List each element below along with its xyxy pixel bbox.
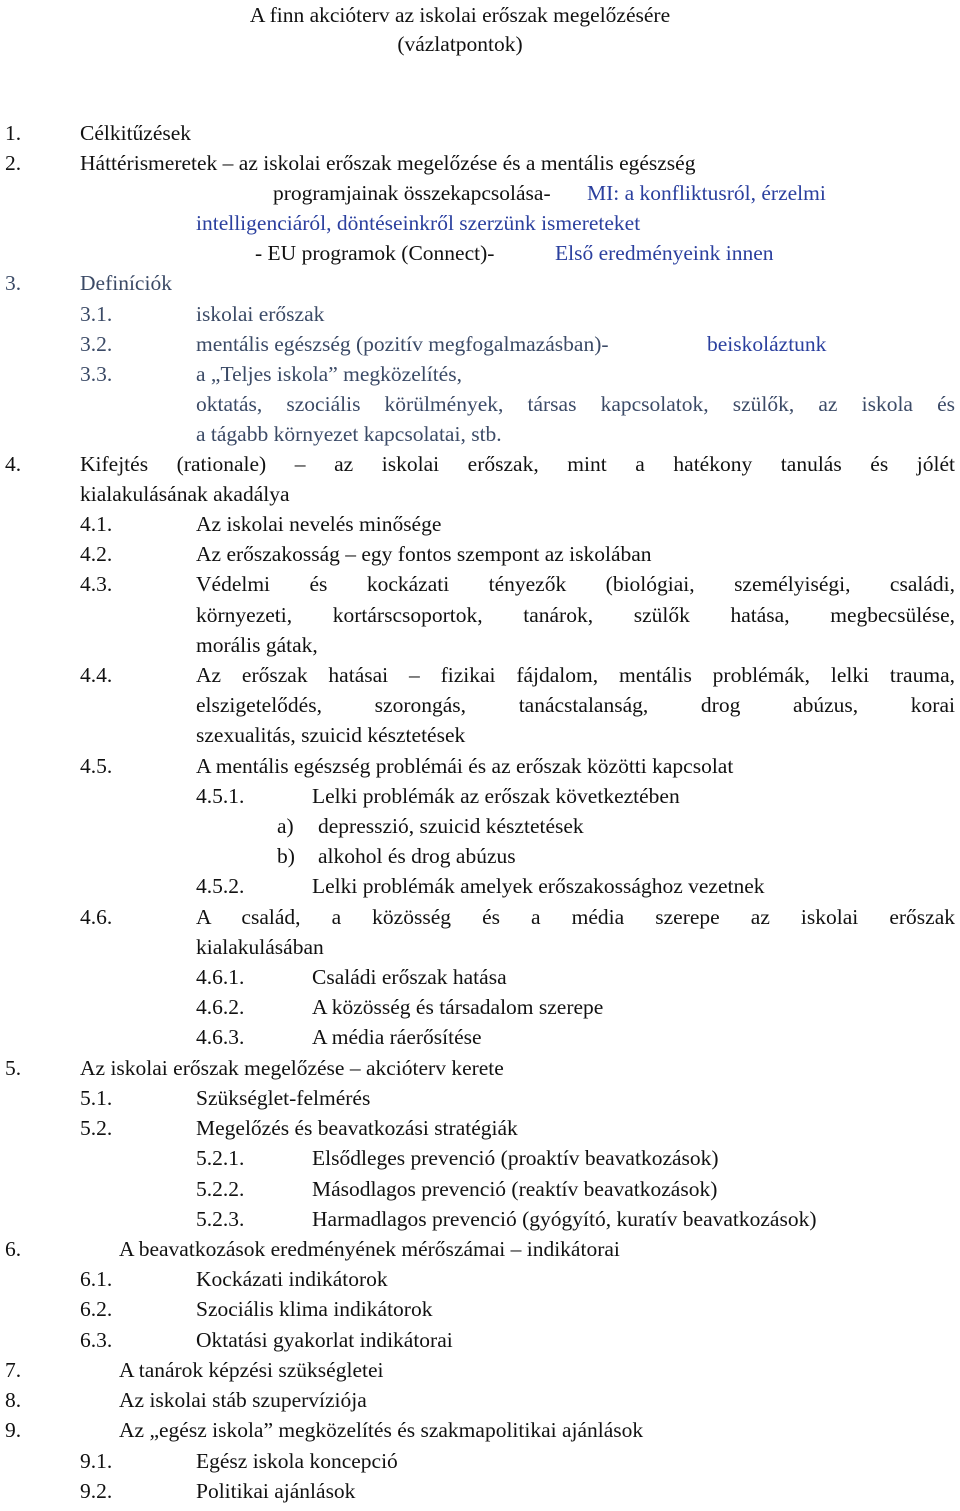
item-text: a tágabb környezet kapcsolatai, stb. xyxy=(196,422,502,446)
item-text: Védelmi és kockázati tényezők (biológiai, személyiségi, családi, xyxy=(196,572,955,596)
item-number: 6. xyxy=(5,1237,22,1261)
item-text: Az iskolai stáb szupervíziója xyxy=(119,1388,367,1412)
item-number: 7. xyxy=(5,1358,22,1382)
item-number: 4.5.1. xyxy=(196,784,245,808)
item-number: 4.6. xyxy=(80,905,113,929)
annotation-text: MI: a konfliktusról, érzelmi xyxy=(587,181,826,205)
item-text: Szociális klima indikátorok xyxy=(196,1297,433,1321)
item-text: Az erőszakosság – egy fontos szempont az iskolában xyxy=(196,542,652,566)
item-number: 4.5. xyxy=(80,754,113,778)
item-number: 6.3. xyxy=(80,1328,113,1352)
item-text: kialakulásában xyxy=(196,935,324,959)
item-number: 4.3. xyxy=(80,572,113,596)
item-number: 6.2. xyxy=(80,1297,113,1321)
item-text: Az iskolai erőszak megelőzése – akcióterv kerete xyxy=(80,1056,504,1080)
item-text: Politikai ajánlások xyxy=(196,1479,356,1503)
item-text: morális gátak, xyxy=(196,633,318,657)
annotation-text: beiskoláztunk xyxy=(707,332,827,356)
item-number: 4.4. xyxy=(80,663,113,687)
item-text: Elsődleges prevenció (proaktív beavatkozások) xyxy=(312,1146,719,1170)
item-number: 5.2. xyxy=(80,1116,113,1140)
item-text: elszigetelődés, szorongás, tanácstalanság, drog abúzus, korai xyxy=(196,693,955,717)
item-number: 5.2.3. xyxy=(196,1207,245,1231)
item-number: 5.1. xyxy=(80,1086,113,1110)
document-title: A finn akcióterv az iskolai erőszak megelőzésére xyxy=(249,3,671,27)
item-text: Megelőzés és beavatkozási stratégiák xyxy=(196,1116,518,1140)
item-text: mentális egészség (pozitív megfogalmazásban)- xyxy=(196,332,609,356)
item-text: A média ráerősítése xyxy=(312,1025,482,1049)
annotation-text: intelligenciáról, döntéseinkről szerzünk ismereteket xyxy=(196,211,641,235)
item-text: A közösség és társadalom szerepe xyxy=(312,995,604,1019)
item-text: szexualitás, szuicid késztetések xyxy=(196,723,466,747)
item-number: 1. xyxy=(5,121,22,145)
item-text: a „Teljes iskola” megközelítés, xyxy=(196,362,462,386)
document-subtitle: (vázlatpontok) xyxy=(397,32,523,56)
item-text: Harmadlagos prevenció (gyógyító, kuratív beavatkozások) xyxy=(312,1207,817,1231)
item-text: Kifejtés (rationale) – az iskolai erőszak, mint a hatékony tanulás és jólét xyxy=(80,452,955,476)
item-number: 5.2.1. xyxy=(196,1146,245,1170)
item-number: 9.1. xyxy=(80,1449,113,1473)
item-number: 3. xyxy=(5,271,22,295)
item-number: 3.3. xyxy=(80,362,113,386)
item-number: 4.2. xyxy=(80,542,113,566)
item-text: Családi erőszak hatása xyxy=(312,965,507,989)
item-text: Egész iskola koncepció xyxy=(196,1449,398,1473)
item-number: b) xyxy=(277,844,295,868)
item-text: oktatás, szociális körülmények, társas kapcsolatok, szülők, az iskola és xyxy=(196,392,955,416)
item-number: 9.2. xyxy=(80,1479,113,1503)
item-number: 9. xyxy=(5,1418,22,1442)
annotation-text: Első eredményeink innen xyxy=(555,241,774,265)
item-text: iskolai erőszak xyxy=(196,302,325,326)
item-text: programjainak összekapcsolása- xyxy=(273,181,551,205)
item-text: A mentális egészség problémái és az erőszak közötti kapcsolat xyxy=(196,754,734,778)
item-text: Lelki problémák az erőszak következtében xyxy=(312,784,680,808)
item-text: Háttérismeretek – az iskolai erőszak megelőzése és a mentális egészség xyxy=(80,151,696,175)
item-number: 4.5.2. xyxy=(196,874,245,898)
item-text: Célkitűzések xyxy=(80,121,192,145)
item-number: 6.1. xyxy=(80,1267,113,1291)
item-text: A beavatkozások eredményének mérőszámai – indikátorai xyxy=(119,1237,620,1261)
item-number: 8. xyxy=(5,1388,22,1412)
item-text: Definíciók xyxy=(80,271,172,295)
item-number: 3.1. xyxy=(80,302,113,326)
item-number: 4. xyxy=(5,452,22,476)
item-text: Az erőszak hatásai – fizikai fájdalom, mentális problémák, lelki trauma, xyxy=(196,663,955,687)
item-text: A család, a közösség és a média szerepe az iskolai erőszak xyxy=(196,905,955,929)
item-text: alkohol és drog abúzus xyxy=(318,844,516,868)
item-number: 4.1. xyxy=(80,512,113,536)
item-text: A tanárok képzési szükségletei xyxy=(119,1358,384,1382)
item-number: 2. xyxy=(5,151,22,175)
item-text: kialakulásának akadálya xyxy=(80,482,290,506)
item-text: Az „egész iskola” megközelítés és szakmapolitikai ajánlások xyxy=(119,1418,644,1442)
item-number: a) xyxy=(277,814,294,838)
item-number: 4.6.1. xyxy=(196,965,245,989)
item-text: környezeti, kortárscsoportok, tanárok, szülők hatása, megbecsülése, xyxy=(196,603,955,627)
item-text: Lelki problémák amelyek erőszakossághoz vezetnek xyxy=(312,874,765,898)
item-number: 4.6.2. xyxy=(196,995,245,1019)
item-text: Kockázati indikátorok xyxy=(196,1267,388,1291)
item-text: Oktatási gyakorlat indikátorai xyxy=(196,1328,453,1352)
item-text: Másodlagos prevenció (reaktív beavatkozások) xyxy=(312,1177,718,1201)
item-number: 5. xyxy=(5,1056,22,1080)
item-text: - EU programok (Connect)- xyxy=(255,241,495,265)
item-text: Szükséglet-felmérés xyxy=(196,1086,371,1110)
item-text: Az iskolai nevelés minősége xyxy=(196,512,442,536)
item-number: 3.2. xyxy=(80,332,113,356)
item-text: depresszió, szuicid késztetések xyxy=(318,814,584,838)
item-number: 4.6.3. xyxy=(196,1025,245,1049)
item-number: 5.2.2. xyxy=(196,1177,245,1201)
